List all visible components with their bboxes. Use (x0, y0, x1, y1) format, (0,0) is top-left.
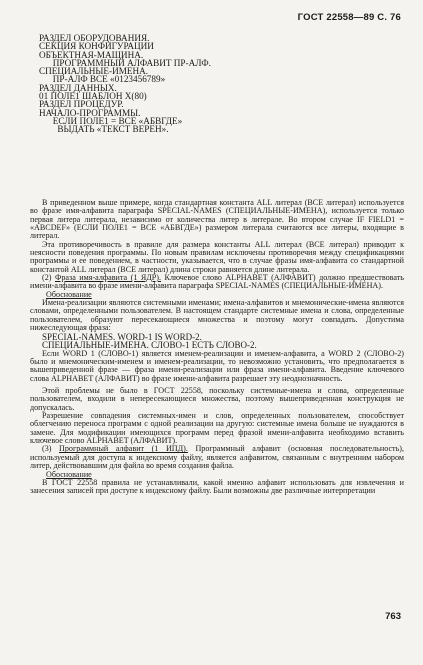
code-line: СЕКЦИЯ КОНФИГУРАЦИИ (39, 41, 154, 52)
justification-heading: Обоснование (46, 469, 92, 479)
paragraph-section-2 (30, 274, 404, 291)
paragraph: Разрешение совпадения системных-имен и слов, определенных пользователем, способствует облегчению переноса программ с одной реализации на другую: системные имена больше не нуждаются в замене. Для модификации имеющихся программ перед фразой имени-алфавита необходимо вставить ключевое слово ALPHABET (АЛФАВИТ). (30, 411, 404, 446)
code-example-line: SPECIAL-NAMES. WORD-1 IS WORD-2. (42, 331, 202, 342)
paragraph: В ГОСТ 22558 правила не устанавливали, какой именно алфавит использовать для извлечения и занесения записей при доступе к индексному файлу. Были возможны две различные интерпретации (30, 477, 404, 496)
page-number: 763 (385, 611, 401, 622)
code-line: РАЗДЕЛ ПРОЦЕДУР. (39, 99, 124, 110)
section-number: (2) (42, 273, 52, 283)
page-header: ГОСТ 22558—89 С. 76 (297, 12, 401, 23)
section-text: Программный алфавит (основная последовательность), используемый для доступа к индексному файлу, является алфавитом, связанным с внутренним набором литер, действовавшим для файла во время создания файла. (30, 444, 404, 471)
paragraph: Имена-реализации являются системными именами; имена-алфавитов и мнемонические-имена являются словами, определенными пользователем. В настоящем стандарте системные имена и слова, определенные пользователем, образуют пересекающиеся множества и поэтому могут совпадать. Допустима нижеследующая фраза: (30, 298, 404, 333)
code-line: ОБЪЕКТНАЯ-МАШИНА. (39, 49, 144, 60)
code-line: СПЕЦИАЛЬНЫЕ-ИМЕНА. (39, 66, 149, 77)
code-listing (39, 34, 399, 134)
code-line: ПРОГРАММНЫЙ АЛФАВИТ ПР-АЛФ. (39, 57, 211, 68)
paragraph-section-3 (30, 445, 404, 470)
code-line: ЕСЛИ ПОЛЕ1 = ВСЕ «АБВГДЕ» (39, 115, 183, 126)
section-text: Ключевое слово ALPHABET (АЛФАВИТ) должно предшествовать имени-алфавита во фразе имени-алфавита параграфа SPECIAL-NAMES (СПЕЦИАЛЬНЫЕ-ИМЕНА). (30, 273, 404, 291)
body-text (30, 199, 404, 496)
justification-heading: Обоснование (46, 289, 92, 299)
section-title: Программный алфавит (1 ИПД). (59, 444, 188, 454)
code-line: РАЗДЕЛ ДАННЫХ. (39, 82, 117, 93)
paragraph: Этой проблемы не было в ГОСТ 22558, поскольку системные-имена и слова, определенные пользователем, входили в непересекающиеся множества, поэтому вышеприведенная конструкция не допускалась. (30, 386, 404, 412)
paragraph: Если WORD 1 (СЛОВО-1) является именем-реализации и именем-алфавита, а WORD 2 (СЛОВО-2) было и мнемоническим-именем и именем-реализации, то невозможно установить, что предполагается в вышеприведенной фразе — фраза имени-реализации или фраза имени-алфавита. Введение ключевого слова ALPHABET (АЛФАВИТ) во фразе имени-алфавита разрешает эту неоднозначность. (30, 348, 404, 383)
code-line: 01 ПОЛЕ1 ШАБЛОН Х(80) (39, 91, 147, 102)
paragraph: В приведенном выше примере, когда стандартная константа ALL литерал (ВСЕ литерал) используется во фразе имя-алфавита параграфа SPECIAL-NAMES (СПЕЦИАЛЬНЫЕ-ИМЕНА), используется только первая литера литерала, независимо от количества литер в литерале. Во втором случае IF FIELD1 = «ABCDEF» (ЕСЛИ ПОЛЕ1 = ВСЕ «АБВГДЕ») размером литерала считаются все литеры, входящие в литерал. (30, 198, 404, 241)
code-line: РАЗДЕЛ ОБОРУДОВАНИЯ. (39, 33, 150, 43)
section-title: Фразa имя-алфавита (1 ЯДР). (54, 273, 162, 283)
paragraph: Эта противоречивость в правиле для размера константы ALL литерал (ВСЕ литерал) приводит к неясности поведения программы. По новым правилам исключены противоречия между спецификациями программы и ее поведением, в частности, указывается, что в случае фразы имя-алфавита со стандартной константой ALL литерал (ВСЕ литерал) длина строки равняется длине литерала. (30, 239, 404, 274)
section-number: (3) (42, 444, 52, 454)
code-line: ВЫДАТЬ «ТЕКСТ ВЕРЕН». (39, 124, 169, 135)
code-example-line: СПЕЦИАЛЬНЫЕ-ИМЕНА. СЛОВО-1 ЕСТЬ СЛОВО-2. (42, 340, 257, 351)
code-line: ПР-АЛФ ВСЕ «0123456789» (39, 74, 166, 85)
code-line: НАЧАЛО-ПРОГРАММЫ. (39, 107, 141, 118)
